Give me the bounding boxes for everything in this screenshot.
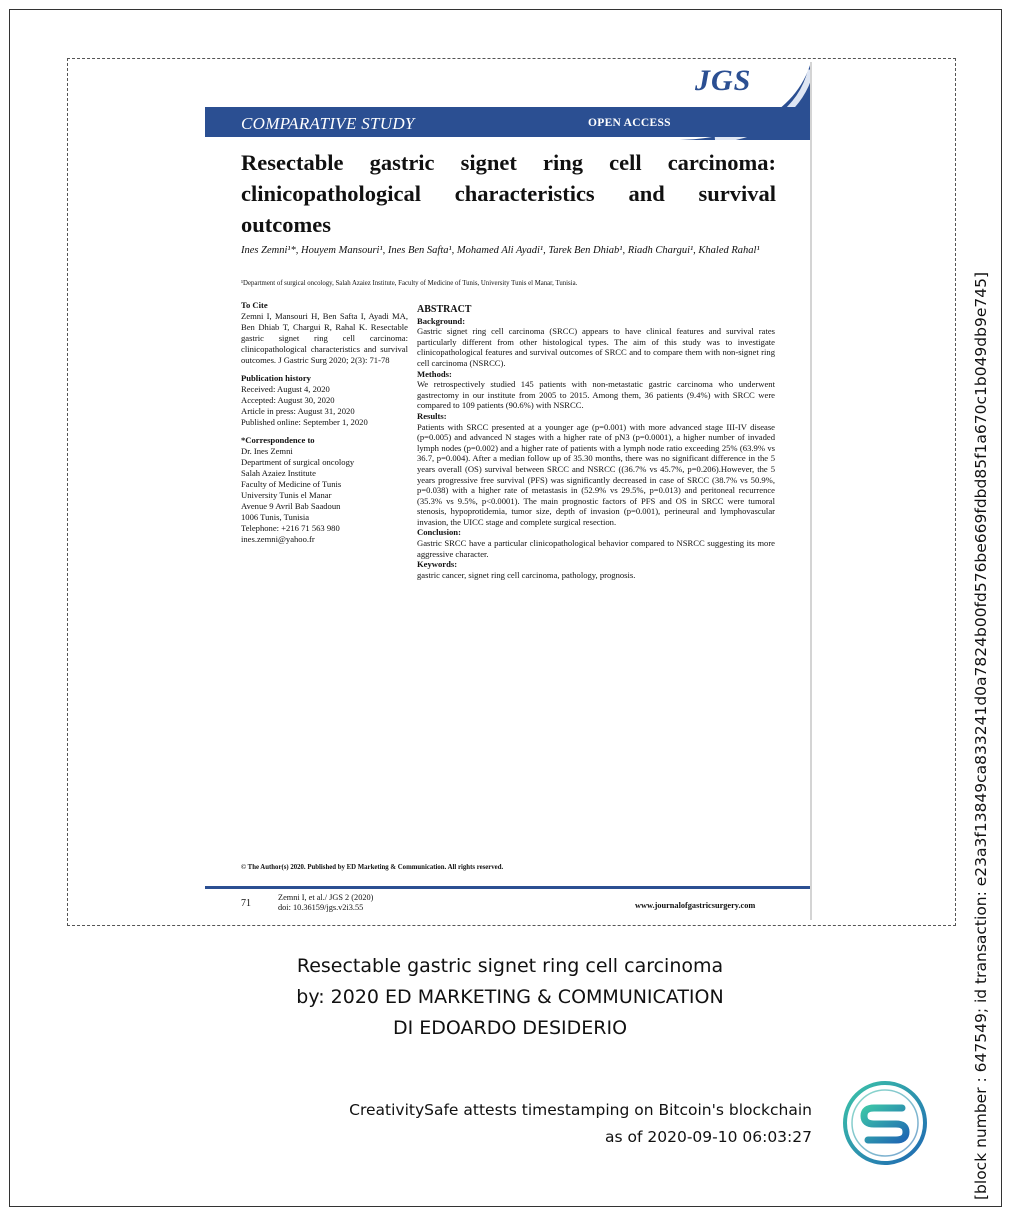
correspondence-email: ines.zemni@yahoo.fr	[241, 534, 315, 544]
open-access-label: OPEN ACCESS	[588, 117, 671, 129]
footer-cite: Zemni I, et al./ JGS 2 (2020)	[278, 893, 374, 902]
blockchain-reference: [block number : 647549; id transaction: e23a3f13849ca833241d0a7824b00fd576be669fdbd85f1a670c1b049db9e745]	[972, 271, 990, 1200]
methods-heading: Methods:	[417, 368, 452, 379]
journal-url: www.journalofgastricsurgery.com	[635, 901, 756, 910]
correspondence-line: Dr. Ines Zemni	[241, 446, 293, 456]
journal-logo: JGS	[695, 64, 752, 97]
authors: Ines Zemni¹*, Houyem Mansouri¹, Ines Ben Safta¹, Mohamed Ali Ayadi¹, Tarek Ben Dhiab¹, Riadh Chargui¹, Khaled Rahal¹	[241, 245, 760, 256]
creativitysafe-logo-icon	[842, 1080, 928, 1166]
page-edge-shadow	[810, 62, 812, 920]
copyright-notice: © The Author(s) 2020. Published by ED Marketing & Communication. All rights reserved.	[241, 864, 504, 871]
caption-title: Resectable gastric signet ring cell carcinoma	[296, 955, 724, 977]
history-item: Received: August 4, 2020	[241, 384, 330, 394]
conclusion-text: Gastric SRCC have a particular clinicopathological behavior compared to NSRCC suggesting its more aggressive character.	[417, 538, 775, 559]
history-item: Accepted: August 30, 2020	[241, 395, 335, 405]
correspondence-line: University Tunis el Manar	[241, 490, 332, 500]
paper-title: Resectable gastric signet ring cell carcinoma: clinicopathological characteristics and survival outcomes	[241, 150, 776, 237]
footer-rule	[205, 886, 811, 889]
footer-doi: doi: 10.36159/jgs.v2i3.55	[278, 903, 364, 912]
keywords-text: gastric cancer, signet ring cell carcinoma, pathology, prognosis.	[417, 569, 636, 580]
keywords-heading: Keywords:	[417, 559, 458, 570]
abstract-heading: ABSTRACT	[417, 304, 472, 315]
correspondence-line: Department of surgical oncology	[241, 457, 355, 467]
footer-citation	[278, 893, 373, 913]
correspondence-line: Avenue 9 Avril Bab Saadoun	[241, 501, 341, 511]
to-cite-text: Zemni I, Mansouri H, Ben Safta I, Ayadi MA, Ben Dhiab T, Chargui R, Rahal K. Resectable gastric signet ring cell carcinoma: clinicopathological characteristics and survival outcomes. J Gastric Surg 2020; 2(3): 71-78	[241, 311, 408, 365]
caption-author: by: 2020 ED MARKETING & COMMUNICATION	[296, 986, 724, 1008]
attestation-line: CreativitySafe attests timestamping on Bitcoin's blockchain	[349, 1101, 812, 1119]
abstract	[417, 305, 775, 580]
methods-text: We retrospectively studied 145 patients with non-metastatic gastric carcinoma who underwent gastrectomy in our institute from 2005 to 2015. Among them, 36 patients (9.4%) with SRCC were compared to 109 patients (90.6%) with NSRCC.	[417, 379, 775, 411]
correspondence-line: 1006 Tunis, Tunisia	[241, 512, 310, 522]
sidebar-info	[241, 300, 408, 545]
results-text: Patients with SRCC presented at a younger age (p=0.001) with more advanced stage III-IV disease (p=0.005) and advanced N stages with a higher rate of pN3 (p=0.0001), a higher number of invaded lymph nodes (p=0.002) and a higher rate of patients with a lymph node ratio exceeding 25% (63.9% vs 36.7, p=0.004). After a median follow up of 35.30 months, there was no significant difference in the 5 years overall (OS) survival between SRCC and NSRCC ((36.7% vs 45.7%, p=0.206).However, the 5 years progressive free survival (PFS) was significantly decreased in case of SRCC (38.7% vs 50.9%, p=0.038) with a higher rate of metastasis in (52.9% vs 29.5%, p=0.013) and peritoneal recurrence (35.3% vs 9.5%, p<0.0001). The main prognostic factors of PFS and OS in SRCC were tumoral stenosis, hypoprotidemia, tumor size, depth of invasion (p=0.001), perineural and lymphovascular invasion, the UICC stage and complete surgical resection.	[417, 421, 775, 527]
paper-page	[205, 62, 811, 920]
affiliation: ¹Department of surgical oncology, Salah Azaiez Institute, Faculty of Medicine of Tunis, University Tunis el Manar, Tunisia.	[241, 280, 578, 287]
background-heading: Background:	[417, 315, 466, 326]
history-item: Published online: September 1, 2020	[241, 417, 368, 427]
page-number: 71	[241, 898, 251, 909]
section-label: COMPARATIVE STUDY	[241, 114, 415, 133]
conclusion-heading: Conclusion:	[417, 527, 461, 538]
history-item: Article in press: August 31, 2020	[241, 406, 355, 416]
correspondence-line: Faculty of Medicine of Tunis	[241, 479, 342, 489]
to-cite-heading: To Cite	[241, 300, 268, 310]
correspondence-line: Telephone: +216 71 563 980	[241, 523, 340, 533]
caption-owner: DI EDOARDO DESIDERIO	[392, 1017, 628, 1039]
results-heading: Results:	[417, 410, 447, 421]
correspondence-heading: *Correspondence to	[241, 435, 315, 445]
history-heading: Publication history	[241, 373, 311, 383]
background-text: Gastric signet ring cell carcinoma (SRCC) appears to have clinical features and survival rates particularly different from other histological types. The aim of this study was to investigate clinicopathological features and survival outcomes of SRCC and to compare them with non-signet ring cell carcinoma (NSRCC).	[417, 326, 775, 368]
timestamp-line: as of 2020-09-10 06:03:27	[605, 1128, 812, 1146]
correspondence-line: Salah Azaiez Institute	[241, 468, 316, 478]
